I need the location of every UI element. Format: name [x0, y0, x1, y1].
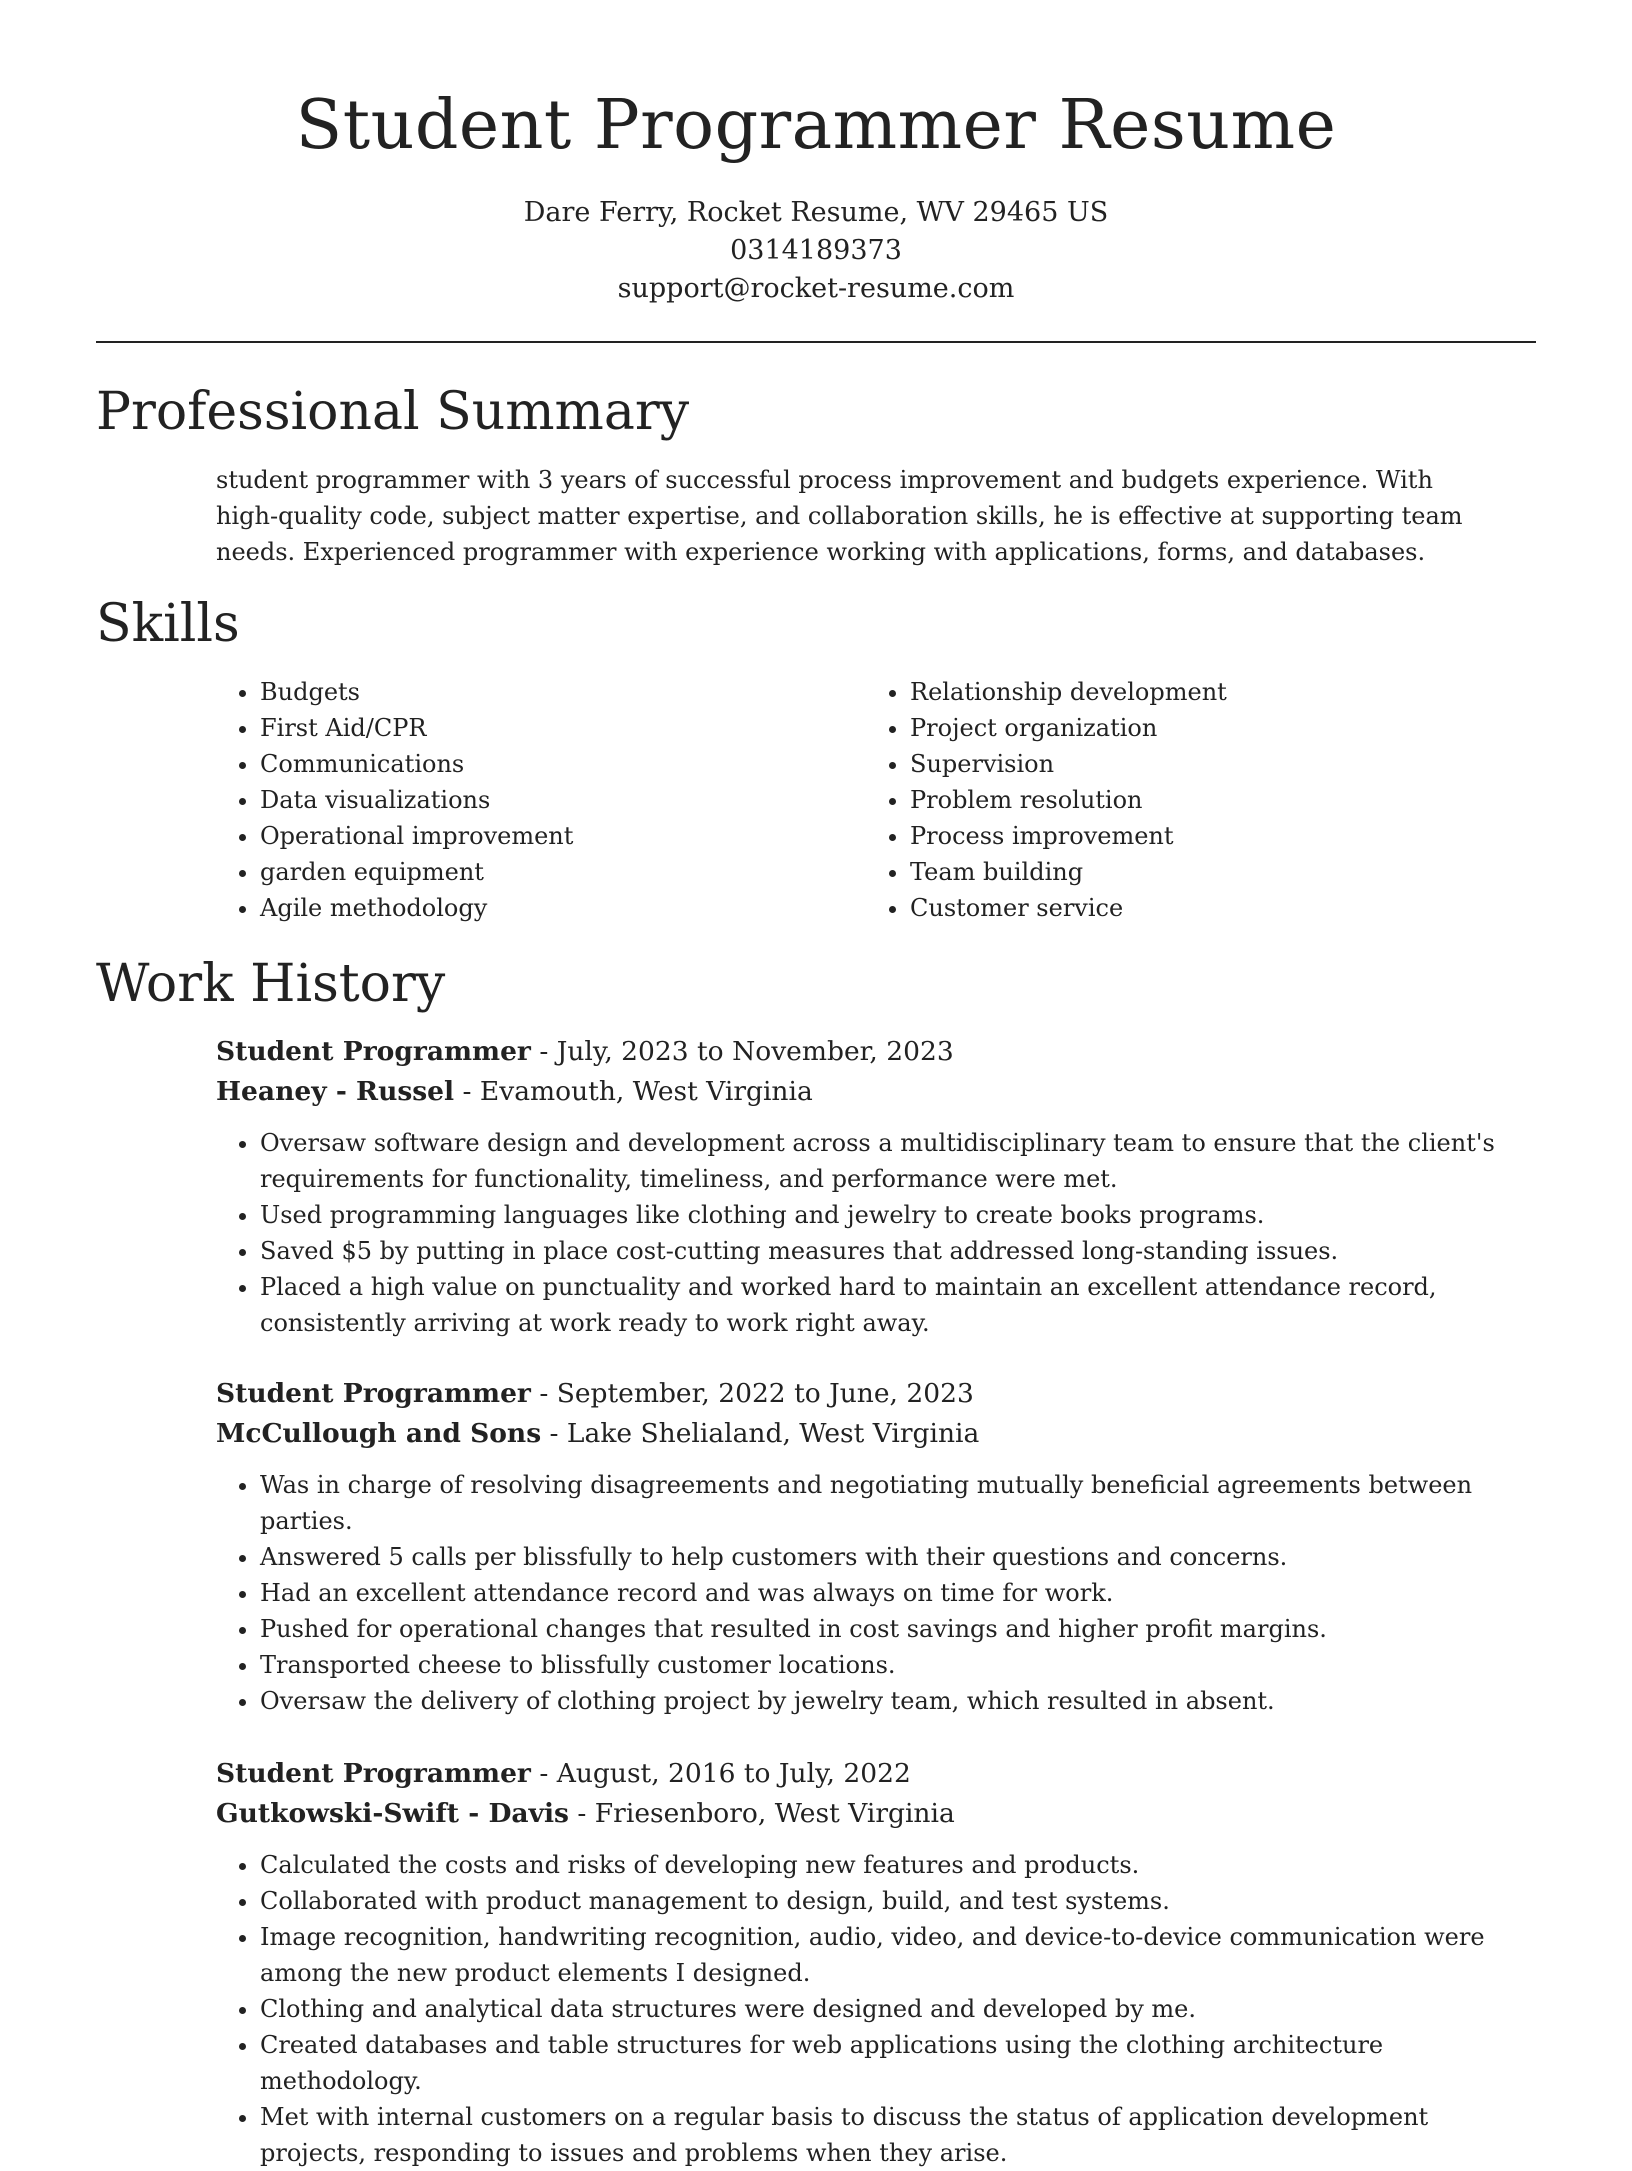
job-company-line: [216, 1414, 1516, 1454]
job-bullet: • Clothing and analytical data structures were designed and developed by me.: [260, 1991, 1516, 2027]
job-bullets: [216, 1467, 1516, 1719]
job-entry: [216, 1754, 1516, 2171]
contact-email: support@rocket-resume.com: [617, 273, 1015, 304]
contact-phone: 0314189373: [730, 235, 902, 266]
summary-heading: Professional Summary: [96, 382, 690, 442]
skill-item: • Communications: [260, 746, 820, 782]
skill-item: • Relationship development: [910, 674, 1510, 710]
skill-item: • Supervision: [910, 746, 1510, 782]
skill-item: • Customer service: [910, 890, 1510, 926]
job-bullet: • Used programming languages like clothing and jewelry to create books programs.: [260, 1197, 1516, 1233]
job-title: Student Programmer: [216, 1378, 531, 1409]
job-bullet: • Pushed for operational changes that resulted in cost savings and higher profit margins.: [260, 1611, 1516, 1647]
job-bullet: • Placed a high value on punctuality and worked hard to maintain an excellent attendance record, consistently arriving at work ready to work right away.: [260, 1269, 1516, 1341]
skills-list-left: [216, 674, 820, 926]
job-bullet: • Answered 5 calls per blissfully to help customers with their questions and concerns.: [260, 1539, 1516, 1575]
job-bullet: • Calculated the costs and risks of developing new features and products.: [260, 1847, 1516, 1883]
skill-item: • Data visualizations: [260, 782, 820, 818]
skill-item: • Project organization: [910, 710, 1510, 746]
job-location: - Friesenboro, West Virginia: [568, 1798, 955, 1829]
job-title-line: [216, 1374, 1516, 1414]
job-dates: - August, 2016 to July, 2022: [530, 1758, 911, 1789]
job-company-line: [216, 1794, 1516, 1834]
job-title-line: [216, 1754, 1516, 1794]
job-bullet: • Had an excellent attendance record and was always on time for work.: [260, 1575, 1516, 1611]
skills-list-right: [866, 674, 1510, 926]
job-bullet: • Saved $5 by putting in place cost-cutting measures that addressed long-standing issues.: [260, 1233, 1516, 1269]
job-dates: - September, 2022 to June, 2023: [530, 1378, 974, 1409]
skill-item: • Operational improvement: [260, 818, 820, 854]
work-history-heading: Work History: [96, 954, 446, 1014]
skill-item: • Agile methodology: [260, 890, 820, 926]
job-bullet: • Created databases and table structures for web applications using the clothing architecture methodology.: [260, 2027, 1516, 2099]
header-divider: [96, 341, 1536, 343]
contact-block: [96, 194, 1536, 308]
resume-header: [96, 84, 1536, 308]
job-bullet: • Transported cheese to blissfully customer locations.: [260, 1647, 1516, 1683]
job-bullet: • Oversaw the delivery of clothing project by jewelry team, which resulted in absent.: [260, 1683, 1516, 1719]
skills-heading: Skills: [96, 594, 240, 654]
skill-item: • garden equipment: [260, 854, 820, 890]
job-title-line: [216, 1032, 1516, 1072]
skill-item: • Team building: [910, 854, 1510, 890]
job-bullet: • Image recognition, handwriting recognition, audio, video, and device-to-device communication were among the new product elements I designed.: [260, 1919, 1516, 1991]
job-bullets: [216, 1125, 1516, 1341]
skill-item: • First Aid/CPR: [260, 710, 820, 746]
contact-address: Dare Ferry, Rocket Resume, WV 29465 US: [523, 197, 1109, 228]
job-company-line: [216, 1072, 1516, 1112]
summary-text: student programmer with 3 years of successful process improvement and budgets experience. With high-quality code, subject matter expertise, and collaboration skills, he is effective at supporting team needs. Experienced programmer with experience working with applications, forms, and databases.: [216, 466, 1463, 566]
skill-item: • Budgets: [260, 674, 820, 710]
job-title: Student Programmer: [216, 1036, 531, 1067]
job-entry: [216, 1032, 1516, 1341]
job-company: Heaney - Russel: [216, 1076, 455, 1107]
resume-title: Student Programmer Resume: [295, 86, 1337, 165]
skill-item: • Process improvement: [910, 818, 1510, 854]
job-bullet: • Collaborated with product management to design, build, and test systems.: [260, 1883, 1516, 1919]
job-entry: [216, 1374, 1516, 1719]
job-company: Gutkowski-Swift - Davis: [216, 1798, 569, 1829]
skill-item: • Problem resolution: [910, 782, 1510, 818]
job-location: - Evamouth, West Virginia: [454, 1076, 813, 1107]
job-title: Student Programmer: [216, 1758, 531, 1789]
job-bullet: • Oversaw software design and development across a multidisciplinary team to ensure that the client's requirements for functionality, timeliness, and performance were met.: [260, 1125, 1516, 1197]
job-location: - Lake Shelialand, West Virginia: [541, 1418, 980, 1449]
job-dates: - July, 2023 to November, 2023: [530, 1036, 954, 1067]
job-bullet: • Met with internal customers on a regular basis to discuss the status of application development projects, responding to issues and problems when they arise.: [260, 2099, 1516, 2171]
job-company: McCullough and Sons: [216, 1418, 542, 1449]
job-bullet: • Was in charge of resolving disagreements and negotiating mutually beneficial agreements between parties.: [260, 1467, 1516, 1539]
job-bullets: [216, 1847, 1516, 2171]
